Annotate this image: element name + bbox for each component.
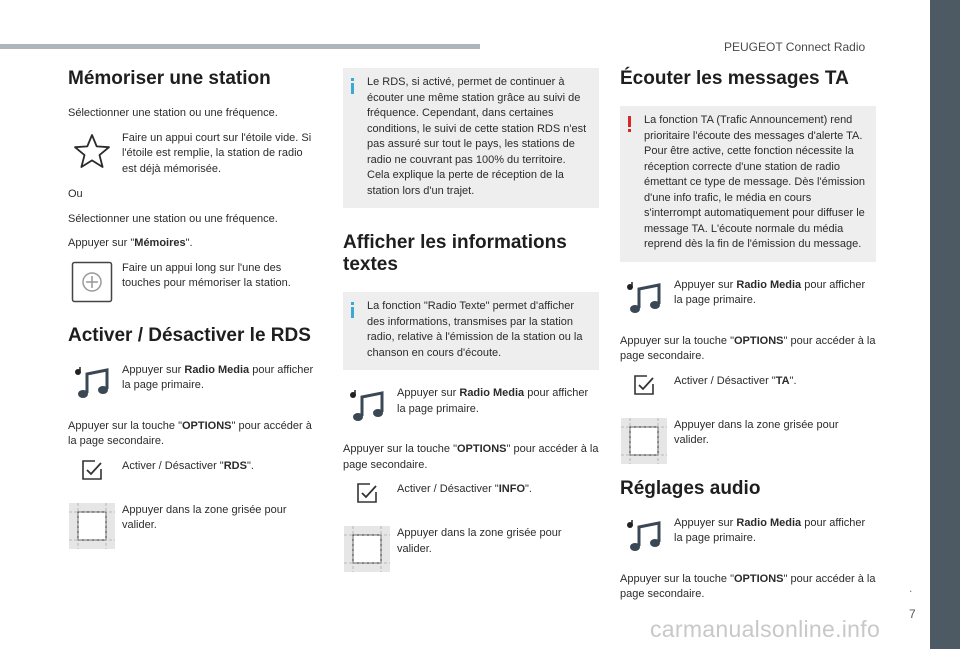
instruction-text: Appuyer dans la zone grisée pour valider.	[397, 527, 562, 555]
checkbox-icon	[68, 459, 116, 493]
radio-media-icon	[620, 278, 668, 324]
info-icon	[351, 302, 354, 318]
section-title-ta: Écouter les messages TA	[620, 68, 849, 89]
instruction-row	[68, 459, 318, 493]
radio-media-icon	[620, 516, 668, 562]
warning-icon	[628, 116, 631, 132]
column-2	[343, 68, 599, 582]
grey-zone-icon	[68, 503, 116, 549]
section-title-memoriser: Mémoriser une station	[68, 68, 271, 89]
radio-media-icon	[68, 363, 116, 409]
instruction-row	[343, 386, 599, 432]
instruction-row	[620, 374, 876, 408]
info-box-rds: Le RDS, si activé, permet de continuer à écouter une même station grâce au suivi de fréquence. Cependant, dans certaines conditions, le suivi de cette station RDS n'est pas assuré sur tout le pays, les stations de radio ne couvrant pas 100% du territoire. Cela explique la perte de réception de la station lors d'un trajet.	[343, 68, 599, 208]
instruction-text: Activer / Désactiver "TA".	[674, 374, 797, 387]
paragraph: Appuyer sur "Mémoires".	[68, 237, 193, 250]
instruction-text: Appuyer sur Radio Media pour afficher la page primaire.	[674, 278, 866, 307]
instruction-row	[68, 131, 318, 178]
paragraph: Appuyer sur la touche "OPTIONS" pour accéder à la page secondaire.	[343, 443, 599, 471]
instruction-row	[343, 482, 599, 516]
instruction-row	[68, 503, 318, 549]
paragraph: Sélectionner une station ou une fréquence.	[68, 212, 278, 225]
section-title-audio: Réglages audio	[620, 477, 761, 499]
instruction-row	[620, 418, 876, 464]
instruction-text: Appuyer dans la zone grisée pour valider.	[674, 418, 839, 447]
instruction-text: Appuyer dans la zone grisée pour valider.	[122, 503, 287, 532]
column-3	[620, 68, 876, 612]
radio-media-icon	[343, 386, 391, 432]
paragraph: Sélectionner une station ou une fréquence.	[68, 107, 278, 120]
instruction-text: Appuyer sur Radio Media pour afficher la page primaire.	[122, 363, 314, 392]
instruction-row	[343, 526, 599, 572]
instruction-text: Activer / Désactiver "RDS".	[122, 459, 254, 472]
paragraph: Appuyer sur la touche "OPTIONS" pour accéder à la page secondaire.	[620, 572, 876, 601]
page-dot: .	[909, 581, 913, 595]
instruction-row	[620, 516, 876, 562]
add-button-icon	[68, 261, 116, 307]
page-number: 7	[909, 607, 916, 621]
checkbox-icon	[620, 374, 668, 408]
instruction-text: Faire un appui long sur l'une des touches pour mémoriser la station.	[122, 261, 291, 290]
warning-box-ta: La fonction TA (Trafic Announcement) rend prioritaire l'écoute des messages d'alerte TA. Pour être active, cette fonction nécessite la réception correcte d'une station de radio émettant ce type de message. Dès l'émission d'une info trafic, le média en cours s'interrompt automatiquement pour diffuser le message TA. L'écoute normale du média reprend dès la fin de l'émission du message.	[620, 106, 876, 262]
instruction-row	[68, 363, 318, 409]
paragraph: Appuyer sur la touche "OPTIONS" pour accéder à la page secondaire.	[620, 334, 876, 363]
side-band	[930, 0, 960, 649]
instruction-text: Appuyer sur Radio Media pour afficher la page primaire.	[397, 387, 589, 415]
checkbox-icon	[343, 482, 391, 516]
info-box-radio-texte: La fonction "Radio Texte" permet d'afficher des informations, transmises par la station radio, relative à l'émission de la station ou la chanson en cours d'écoute.	[343, 292, 599, 370]
section-title-textes: Afficher les informations textes	[343, 232, 567, 276]
header-rule	[0, 44, 480, 49]
instruction-row	[68, 261, 318, 307]
info-icon	[351, 78, 354, 94]
grey-zone-icon	[343, 526, 391, 572]
column-1	[68, 68, 318, 559]
instruction-text: Faire un appui court sur l'étoile vide. Si l'étoile est remplie, la station de radio est déjà mémorisée.	[122, 131, 312, 175]
paragraph: Appuyer sur la touche "OPTIONS" pour accéder à la page secondaire.	[68, 419, 312, 448]
brand-label: PEUGEOT Connect Radio	[724, 40, 866, 54]
star-icon	[68, 131, 116, 177]
instruction-text: Activer / Désactiver "INFO".	[397, 483, 532, 496]
watermark: carmanualsonline.info	[650, 616, 881, 642]
grey-zone-icon	[620, 418, 668, 464]
paragraph: Ou	[68, 188, 83, 201]
instruction-text: Appuyer sur Radio Media pour afficher la page primaire.	[674, 516, 866, 545]
section-title-rds: Activer / Désactiver le RDS	[68, 324, 311, 346]
instruction-row	[620, 278, 876, 324]
